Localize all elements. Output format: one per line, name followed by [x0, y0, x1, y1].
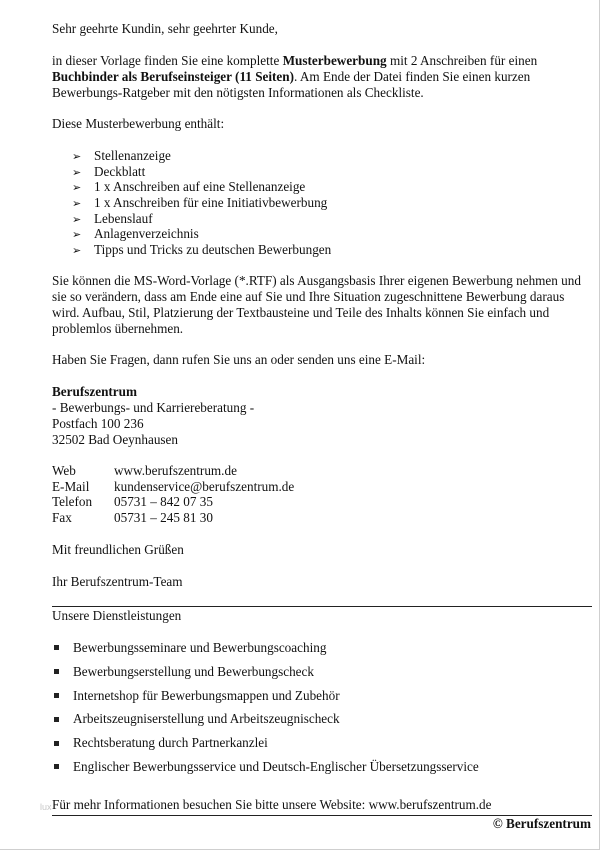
contact-row — [52, 494, 294, 510]
contents-item: ➢ 1 x Anschreiben für eine Initiativbewerbung — [72, 195, 331, 211]
services-heading: Unsere Dienstleistungen — [52, 608, 182, 623]
company-city: 32502 Bad Oeynhausen — [52, 432, 178, 447]
contents-item: ➢ Anlagenverzeichnis — [72, 226, 331, 242]
contact-label: Telefon — [52, 494, 93, 510]
arrow-bullet-icon: ➢ — [72, 198, 82, 211]
intro-bold-2: Buchbinder als Berufseinsteiger (11 Seiten) — [52, 69, 295, 84]
square-bullet-icon — [54, 645, 59, 650]
copyright: © Berufszentrum — [492, 816, 591, 831]
contents-heading: Diese Musterbewerbung enthält: — [52, 116, 225, 131]
square-bullet-icon — [54, 764, 59, 769]
square-bullet-icon — [54, 669, 59, 674]
contents-item: ➢ Stellenanzeige — [72, 148, 331, 164]
arrow-bullet-icon: ➢ — [72, 151, 82, 163]
arrow-bullet-icon: ➢ — [72, 182, 82, 195]
greeting: Sehr geehrte Kundin, sehr geehrter Kunde, — [52, 21, 278, 36]
company-name: Berufszentrum — [52, 384, 137, 399]
intro-paragraph — [52, 53, 592, 101]
intro-text-3: . Am Ende der Datei finden Sie einen kurzen Bewerbungs-Ratgeber mit den nötigsten Informationen als Checkliste. — [52, 69, 531, 100]
service-item: Rechtsberatung durch Partnerkanzlei — [52, 735, 479, 759]
contact-email-link[interactable]: kundenservice@berufszentrum.de — [114, 478, 295, 494]
watermark: lux — [40, 802, 52, 812]
services-list — [52, 640, 479, 783]
service-item: Internetshop für Bewerbungsmappen und Zubehör — [52, 688, 479, 712]
contents-item: ➢ 1 x Anschreiben auf eine Stellenanzeige — [72, 179, 331, 195]
closing-text: Mit freundlichen Grüßen — [52, 542, 184, 557]
square-bullet-icon — [54, 717, 59, 722]
contact-row — [52, 463, 294, 479]
contact-fax: 05731 – 245 81 30 — [114, 510, 213, 526]
contents-list — [72, 148, 331, 258]
contact-table — [52, 463, 294, 526]
intro-text-2: mit 2 Anschreiben für einen — [386, 53, 538, 68]
contact-label: Fax — [52, 510, 72, 526]
contact-row — [52, 479, 294, 495]
contact-phone: 05731 – 842 07 35 — [114, 494, 213, 510]
signature-text: Ihr Berufszentrum-Team — [52, 574, 183, 589]
intro-text-1: in dieser Vorlage finden Sie eine komplette — [52, 53, 283, 68]
arrow-bullet-icon: ➢ — [72, 245, 82, 258]
service-item: Englischer Bewerbungsservice und Deutsch-Englischer Übersetzungsservice — [52, 759, 479, 783]
arrow-bullet-icon: ➢ — [72, 166, 82, 179]
intro-bold-1: Musterbewerbung — [282, 53, 387, 68]
contents-item: ➢ Tipps und Tricks zu deutschen Bewerbungen — [72, 242, 331, 258]
contact-label: E-Mail — [52, 478, 90, 494]
contact-row — [52, 510, 294, 526]
service-item: Bewerbungsseminare und Bewerbungscoaching — [52, 640, 479, 664]
arrow-bullet-icon: ➢ — [72, 229, 82, 242]
contact-web-link[interactable]: www.berufszentrum.de — [114, 463, 237, 478]
contact-label: Web — [52, 463, 76, 478]
questions-text: Haben Sie Fragen, dann rufen Sie uns an oder senden uns eine E-Mail: — [52, 352, 426, 367]
contents-item: ➢ Lebenslauf — [72, 211, 331, 227]
word-template-paragraph: Sie können die MS-Word-Vorlage (*.RTF) als Ausgangsbasis Ihrer eigenen Bewerbung nehmen und sie so verändern, dass am Ende eine auf Sie und Ihre Situation zugeschnittene Bewerbung daraus wird. Aufbau, Stil, Platzierung der Textbausteine und Teile des Inhalts können Sie einfach und problemlos übernehmen. — [52, 273, 581, 336]
square-bullet-icon — [54, 741, 59, 746]
square-bullet-icon — [54, 693, 59, 698]
service-item: Bewerbungserstellung und Bewerbungscheck — [52, 664, 479, 688]
more-info-text: Für mehr Informationen besuchen Sie bitte unsere Website: www.berufszentrum.de — [52, 797, 492, 812]
company-tagline: - Bewerbungs- und Karriereberatung - — [52, 400, 255, 415]
service-item: Arbeitszeugniserstellung und Arbeitszeugnischeck — [52, 711, 479, 735]
contents-item: ➢ Deckblatt — [72, 164, 331, 180]
company-postbox: Postfach 100 236 — [52, 416, 144, 431]
section-divider — [52, 606, 592, 607]
arrow-bullet-icon: ➢ — [72, 213, 82, 226]
